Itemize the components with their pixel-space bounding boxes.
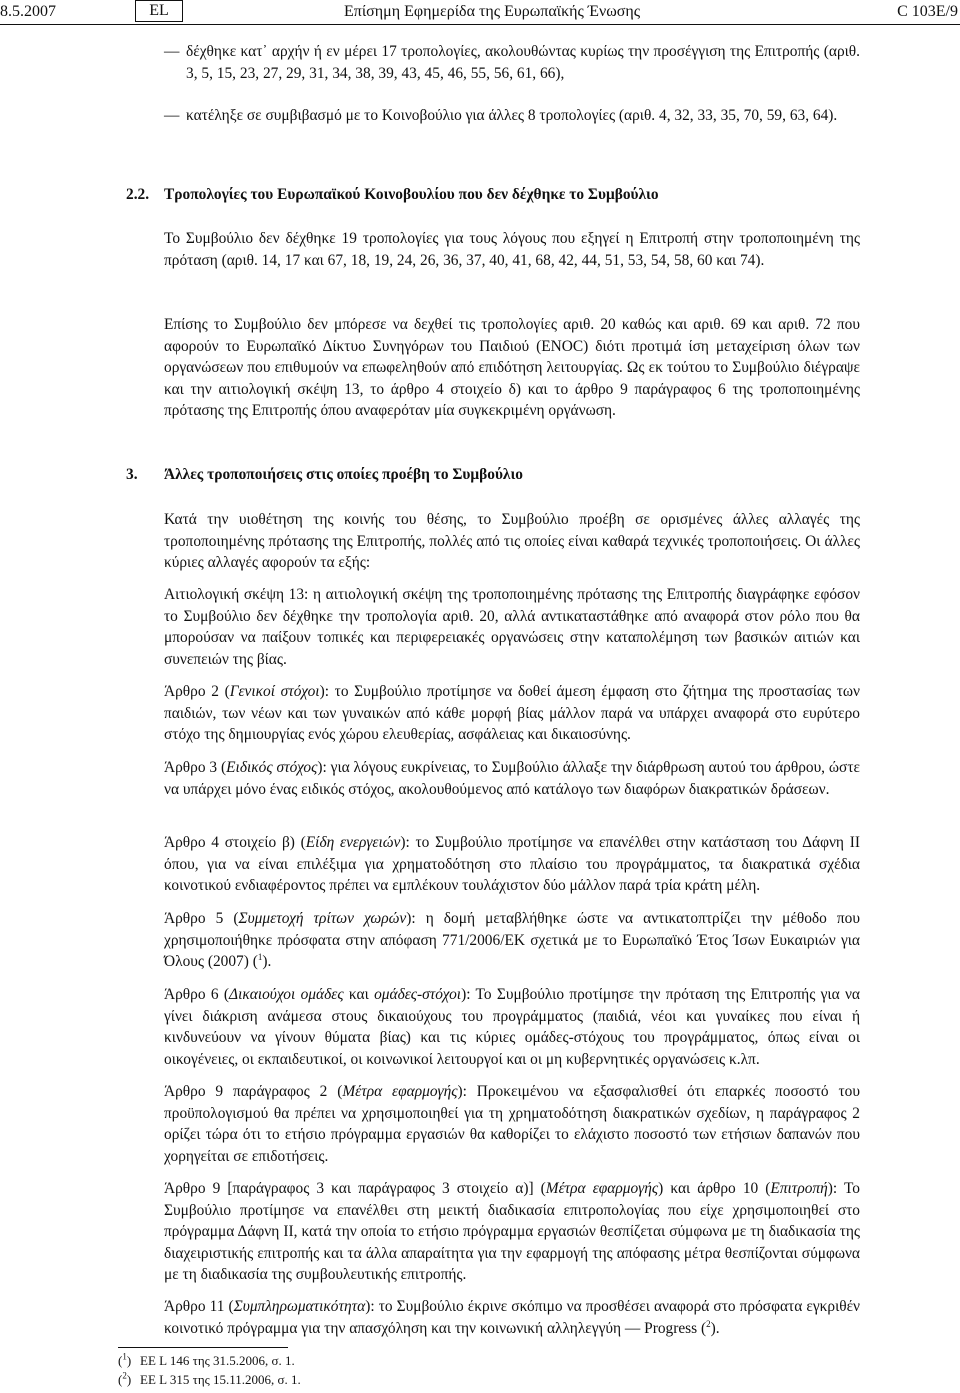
article-body: ): Προκειμένου να εξασφαλισθεί ότι επαρκές ποσοστό του προϋπολογισμού θα πρέπει να χρησιμοποιηθεί για τη χρηματοδότηση διακρατικών σχεδίων, η παράγραφος 2 ορίζει τώρα ότι το ετήσιο πρόγραμμα εργασιών θα καθορίζει το ελάχιστο ποσοστό των ετήσιων δαπανών που χορηγείται σε επιδοτήσεις.	[164, 1083, 860, 1165]
article-title: Είδη ενεργειών	[305, 834, 401, 851]
footnote-rule	[118, 1347, 288, 1348]
paragraph-recital-13	[164, 584, 860, 670]
article-ref: Άρθρο 2 (	[164, 683, 230, 700]
section-title: Τροπολογίες του Ευρωπαϊκού Κοινοβουλίου που δεν δέχθηκε το Συμβούλιο	[164, 186, 659, 203]
dash-mark: —	[164, 107, 180, 124]
article-title: ομάδες-στόχοι	[374, 986, 462, 1003]
footnote-ref-2[interactable]: 2	[706, 1318, 711, 1329]
paragraph-article-3	[164, 757, 860, 800]
paragraph-text: Το Συμβούλιο δεν δέχθηκε 19 τροπολογίες για τους λόγους που εξηγεί η Επιτροπή στην τροποποιημένη της πρόταση (αριθ. 14, 17 και 67, 18, 19, 24, 26, 36, 37, 40, 41, 68, 42, 44, 51, 53, 54, 58, 60 και 74).	[164, 230, 860, 269]
article-body: ): το Συμβούλιο έκρινε σκόπιμο να προσθέσει αναφορά στο πρόσφατα εγκριθέν κοινοτικό πρόγραμμα για την απασχόληση και την κοινωνική αλληλεγγύη — Progress (	[164, 1298, 860, 1337]
dash-mark: —	[164, 43, 180, 60]
article-ref: Άρθρο 6 (	[164, 986, 230, 1003]
section-number: 2.2.	[126, 186, 150, 203]
paragraph-article-5	[164, 908, 860, 973]
footnote-text: ΕΕ L 315 της 15.11.2006, σ. 1.	[140, 1372, 301, 1387]
article-ref: Άρθρο 11 (	[164, 1298, 234, 1315]
section-heading-3	[126, 464, 523, 486]
section-heading-2-2	[126, 184, 659, 206]
footnote-text: ΕΕ L 146 της 31.5.2006, σ. 1.	[140, 1353, 295, 1368]
dash-text: δέχθηκε κατ᾽ αρχήν ή εν μέρει 17 τροπολογίες, ακολουθώντας κυρίως την προσέγγιση της Επιτροπής (αριθ. 3, 5, 15, 23, 27, 29, 31, 34, 38, 39, 43, 45, 46, 55, 56, 61, 66),	[186, 43, 860, 82]
paragraph-text: Επίσης το Συμβούλιο δεν μπόρεσε να δεχθεί τις τροπολογίες αριθ. 20 καθώς και αριθ. 69 και αριθ. 72 που αφορούν το Ευρωπαϊκό Δίκτυο Συνηγόρων του Παιδιού (ENOC) διότι προτιμά ίση μεταχείριση όλων των οργανώσεων που επιθυμούν να επωφεληθούν από επιδότηση λειτουργίας. Ως εκ τούτου το Συμβούλιο διέγραψε και την αιτιολογική σκέψη 13, το άρθρο 4 στοιχείο δ) και το άρθρο 9 παράγραφος 6 της τροποποιημένης πρότασης της Επιτροπής όπου αναφερόταν μία συγκεκριμένη οργάνωση.	[164, 316, 860, 419]
article-title: Μέτρα εφαρμογής	[342, 1083, 458, 1100]
journal-title: Επίσημη Εφημερίδα της Ευρωπαϊκής Ένωσης	[344, 3, 641, 20]
article-title: Γενικοί στόχοι	[229, 683, 320, 700]
article-body: ): για λόγους ευκρίνειας, το Συμβούλιο άλλαξε την διάρθρωση αυτού του άρθρου, ώστε να υπάρχει μόνο ένας ειδικός στόχος, ακολουθούμενος από κατάλογο των διαφόρων διακρατικών δράσεων.	[164, 759, 861, 798]
article-body-end: ).	[262, 953, 272, 970]
paragraph-article-2	[164, 681, 860, 746]
article-ref: Άρθρο 3 (	[164, 759, 227, 776]
article-title: Επιτροπή	[770, 1180, 828, 1197]
paragraph-article-6	[164, 984, 860, 1070]
paragraph-text: Αιτιολογική σκέψη 13: η αιτιολογική σκέψη της τροποποιημένης πρότασης της Επιτροπής διαγράφηκε εφόσον το Συμβούλιο δεν δέχθηκε την τροπολογία αριθ. 20, αλλά αντικαταστάθηκε από αναφορά στον ρόλο που θα μπορούσαν να παίξουν τοπικές και περιφερειακές οργανώσεις στην καταπολέμηση των βασικών αιτιών και συνεπειών της βίας.	[164, 586, 860, 668]
footnote-2	[118, 1372, 301, 1388]
paragraph-article-11	[164, 1296, 860, 1339]
article-title: Ειδικός στόχος	[226, 759, 318, 776]
article-ref: ) και άρθρο 10 (	[658, 1180, 771, 1197]
page-header	[0, 0, 960, 24]
footnote-ref-1[interactable]: 1	[257, 951, 263, 962]
section-title: Άλλες τροποποιήσεις στις οποίες προέβη το Συμβούλιο	[164, 466, 523, 483]
article-ref: Άρθρο 9 [παράγραφος 3 και παράγραφος 3 στοιχείο α)] (	[164, 1180, 546, 1197]
article-body: ): Το Συμβούλιο προτίμησε την πρόταση της Επιτροπής για να γίνει διάκριση ανάμεσα στους δικαιούχους του προγράμματος (παιδιά, νέοι και γυναίκες που είναι ή κινδυνεύουν να γίνουν θύματα βίας) και τις κύριες ομάδες-στόχους του προγράμματος, όπως είναι οι οικογένειες, οι εκπαιδευτικοί, οι κοινωνικοί λειτουργοί και οι μη κυβερνητικές οργανώσεις κ.λπ.	[164, 986, 860, 1068]
article-body-end: ).	[710, 1319, 720, 1337]
article-body: ): το Συμβούλιο προτίμησε να επανέλθει στην κατάσταση του Δάφνη ΙΙ όπου, για να είναι επιλέξιμα για χρηματοδότηση στο πλαίσιο του προγράμματος, τα διακρατικά σχέδια κοινοτικού ενδιαφέροντος πρέπει να εμπλέκουν τουλάχιστον δύο μάλλον παρά τρία κράτη μέλη.	[164, 834, 860, 894]
dash-text: κατέληξε σε συμβιβασμό με το Κοινοβούλιο για άλλες 8 τροπολογίες (αριθ. 4, 32, 33, 35, 70, 59, 63, 64).	[186, 107, 838, 124]
article-ref: Άρθρο 9 παράγραφος 2 (	[164, 1083, 343, 1100]
dash-item-2	[164, 105, 860, 127]
article-title: Συμπληρωματικότητα	[233, 1298, 366, 1315]
language-badge: EL	[135, 0, 183, 22]
paragraph-article-4	[164, 832, 860, 897]
article-body: ): η δομή μεταβλήθηκε ώστε να αντικατοπτρίζει την μέθοδο που χρησιμοποιήθηκε πρόσφατα στην απόφαση 771/2006/ΕΚ σχετικά με το Ευρωπαϊκό Έτος Ίσων Ευκαιριών για Όλους (2007) (	[164, 910, 860, 970]
article-body: ): Το Συμβούλιο προτίμησε να επανέλθει στη μεικτή διαδικασία επιτροπολογίας που είχε χρησιμοποιηθεί στο πρόγραμμα Δάφνη ΙΙ, κατά την οποία το ετήσιο πρόγραμμα εργασιών θεσπίζεται σύμφωνα με τη διαδικασία της διαχειριστικής επιτροπής και τα άλλα απαραίτητα για την εφαρμογή της απόφασης μέτρα θεσπίζονται σύμφωνα με τη διαδικασία της συμβουλευτικής επιτροπής.	[164, 1180, 860, 1283]
paragraph-text: Κατά την υιοθέτηση της κοινής του θέσης, το Συμβούλιο προέβη σε ορισμένες άλλες αλλαγές της τροποποιημένης πρότασης της Επιτροπής, πολλές από τις οποίες είναι καθαρά τεχνικές τροποποιήσεις. Οι άλλες κύριες αλλαγές αφορούν τα εξής:	[164, 511, 860, 571]
footnote-marker: ($^1$)	[118, 1351, 132, 1368]
paragraph-enoc	[164, 314, 860, 422]
header-rule	[0, 24, 960, 25]
paragraph-article-9-2	[164, 1081, 860, 1167]
article-ref: Άρθρο 5 (	[164, 910, 239, 927]
header-date: 8.5.2007	[0, 3, 56, 20]
article-title: Δικαιούχοι ομάδες	[229, 986, 344, 1003]
paragraph-intro	[164, 509, 860, 574]
dash-item-1	[164, 41, 860, 84]
paragraph-rejected-amendments	[164, 228, 860, 271]
article-title-join: και	[343, 986, 375, 1003]
article-body: ): το Συμβούλιο προτίμησε να δοθεί άμεση έμφαση στο ζήτημα της προστασίας των παιδιών, των νέων και των γυναικών από κάθε μορφή βίας μάλλον παρά να υπάρχει αναφορά στο ευρύτερο στόχο της δημιουργίας ενός χώρου ελευθερίας, ασφάλειας και δικαιοσύνης.	[164, 683, 860, 743]
article-title: Μέτρα εφαρμογής	[545, 1180, 659, 1197]
paragraph-article-9-3	[164, 1178, 860, 1286]
journal-reference: C 103Ε/9	[897, 3, 958, 20]
footnote-marker: ($^2$)	[118, 1370, 132, 1387]
article-title: Συμμετοχή τρίτων χωρών	[238, 910, 407, 927]
footnote-1	[118, 1353, 295, 1369]
article-ref: Άρθρο 4 στοιχείο β) (	[164, 834, 306, 851]
section-number: 3.	[126, 466, 138, 483]
